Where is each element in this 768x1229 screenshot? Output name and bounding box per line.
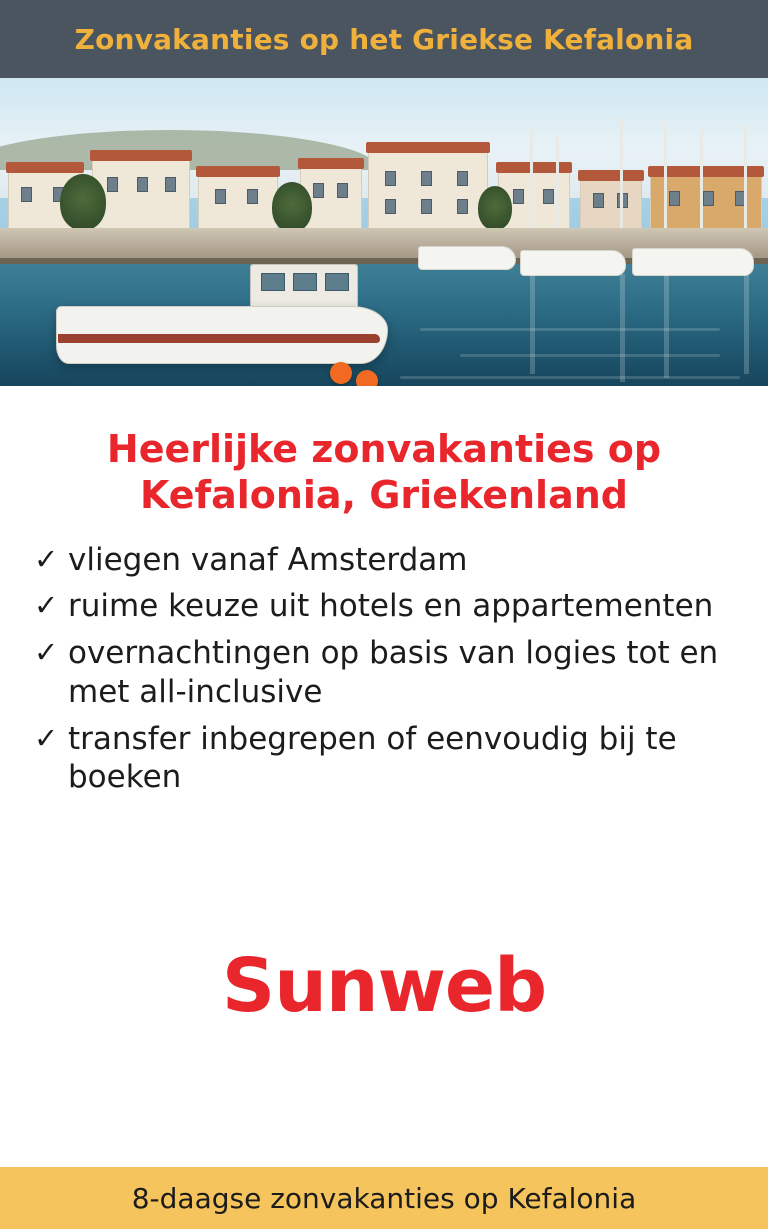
roof [496,162,572,173]
check-icon: ✓ [34,635,59,670]
roof [298,158,364,169]
building [368,150,488,234]
tree [272,182,312,232]
header-title: Zonvakanties op het Griekse Kefalonia [74,22,694,56]
moored-boat [418,246,516,270]
reflection [664,274,669,378]
list-item-label: transfer inbegrepen of eenvoudig bij te boeken [68,720,677,796]
brand-logo: Sunweb [221,943,547,1030]
list-item [34,541,740,580]
ripple [420,328,720,331]
window [421,199,432,214]
cabin-window [325,273,349,291]
poster-footer [0,1167,768,1229]
footer-caption: 8-daagse zonvakanties op Kefalonia [131,1181,637,1215]
page-title: Heerlijke zonvakanties op Kefalonia, Griekenland [106,427,662,518]
reflection [530,274,535,374]
boat-cabin [250,264,358,312]
window [703,191,714,206]
window [165,177,176,192]
window [593,193,604,208]
roof [196,166,280,177]
building [92,158,190,234]
cabin-window [293,273,317,291]
window [513,189,524,204]
list-item-label: vliegen vanaf Amsterdam [68,541,468,578]
window [385,199,396,214]
list-item-label: overnachtingen op basis van logies tot en met all-inclusive [68,635,719,710]
poster-header [0,0,768,78]
list-item [34,634,740,712]
window [107,177,118,192]
roof [6,162,84,173]
window [137,177,148,192]
window [669,191,680,206]
ripple [400,376,740,379]
cabin-window [261,273,285,291]
poster-body [0,386,768,1167]
building [198,174,278,234]
window [247,189,258,204]
check-icon: ✓ [34,720,59,755]
boat-stripe [58,334,380,343]
window [457,171,468,186]
window [215,189,226,204]
check-icon: ✓ [34,588,59,623]
harbor-photo [0,78,768,386]
window [385,171,396,186]
window [421,171,432,186]
tree [478,186,512,230]
window [457,199,468,214]
buoy [356,370,378,386]
ripple [460,354,720,357]
tree [60,174,106,230]
window [543,189,554,204]
check-icon: ✓ [34,541,59,576]
buoy [330,362,352,384]
list-item-label: ruime keuze uit hotels en appartementen [68,588,714,625]
brand-area [22,805,746,1167]
roof [90,150,192,161]
window [313,183,324,198]
window [21,187,32,202]
roof [366,142,490,153]
list-item [34,587,740,626]
moored-boat [632,248,754,276]
window [337,183,348,198]
list-item [34,720,740,798]
building [580,178,642,234]
feature-list [22,541,746,806]
roof [578,170,644,181]
moored-boat [520,250,626,276]
reflection [744,274,749,374]
